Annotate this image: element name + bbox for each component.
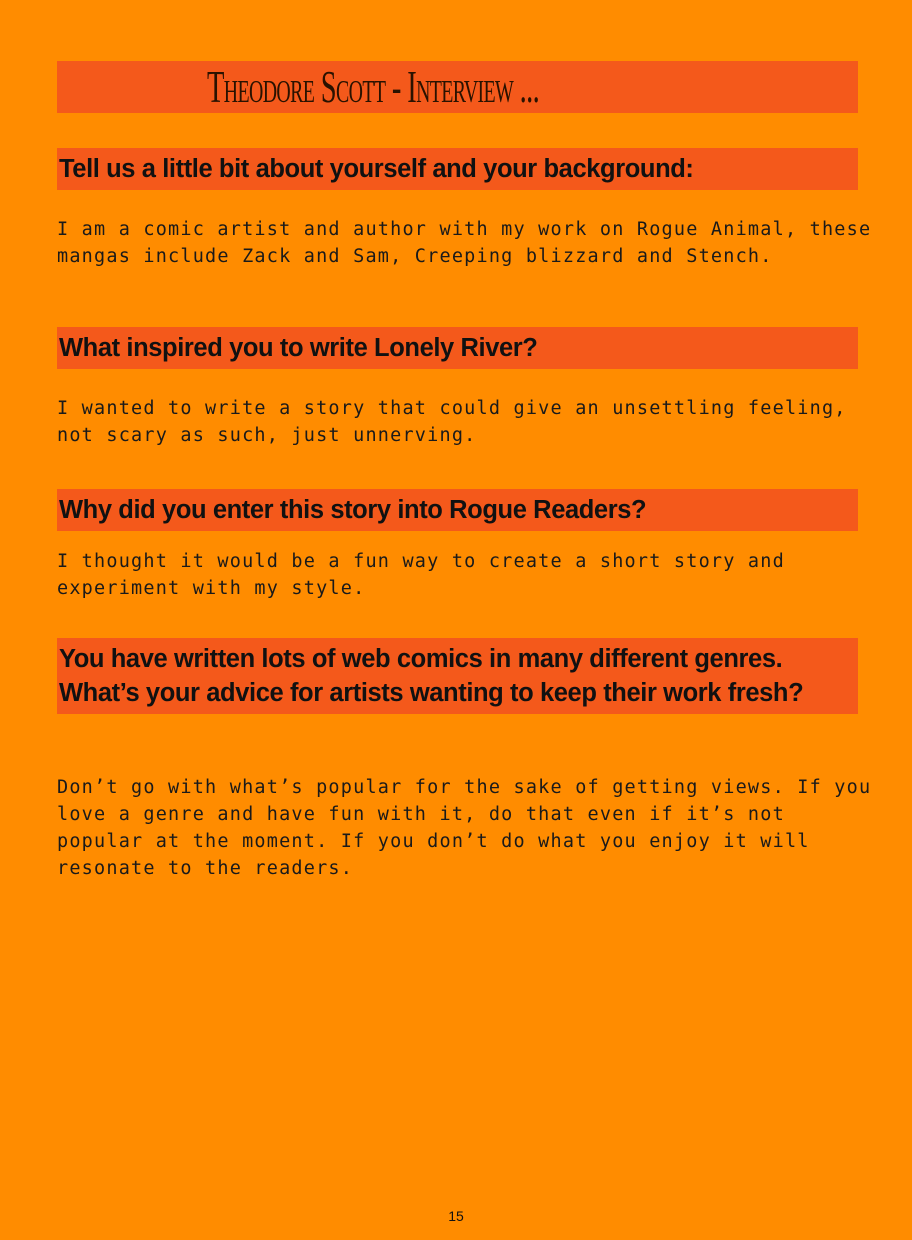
answer-3: I thought it would be a fun way to create a short story and experiment with my style. bbox=[57, 551, 785, 599]
question-1: Tell us a little bit about yourself and your background: bbox=[59, 155, 694, 183]
question-banner-4 bbox=[57, 638, 858, 714]
question-banner-2 bbox=[57, 327, 858, 369]
question-banner-1 bbox=[57, 148, 858, 190]
answer-1: I am a comic artist and author with my work on Rogue Animal, these mangas include Zack and Sam, Creeping blizzard and Stench. bbox=[57, 219, 872, 267]
question-3: Why did you enter this story into Rogue Readers? bbox=[59, 496, 647, 524]
answer-2: I wanted to write a story that could give an unsettling feeling, not scary as such, just unnerving. bbox=[57, 398, 847, 446]
question-2: What inspired you to write Lonely River? bbox=[59, 334, 538, 362]
title-banner bbox=[57, 61, 858, 113]
page-number: 15 bbox=[448, 1208, 464, 1224]
answer-4: Don’t go with what’s popular for the sake of getting views. If you love a genre and have fun with it, do that even if it’s not popular at the moment. If you don’t do what you enjoy it will resonate to the readers. bbox=[57, 777, 872, 879]
question-4: You have written lots of web comics in many different genres. What’s your advice for artists wanting to keep their work fresh? bbox=[59, 645, 804, 707]
question-banner-3 bbox=[57, 489, 858, 531]
page-title: Theodore Scott - Interview ... bbox=[207, 61, 540, 112]
